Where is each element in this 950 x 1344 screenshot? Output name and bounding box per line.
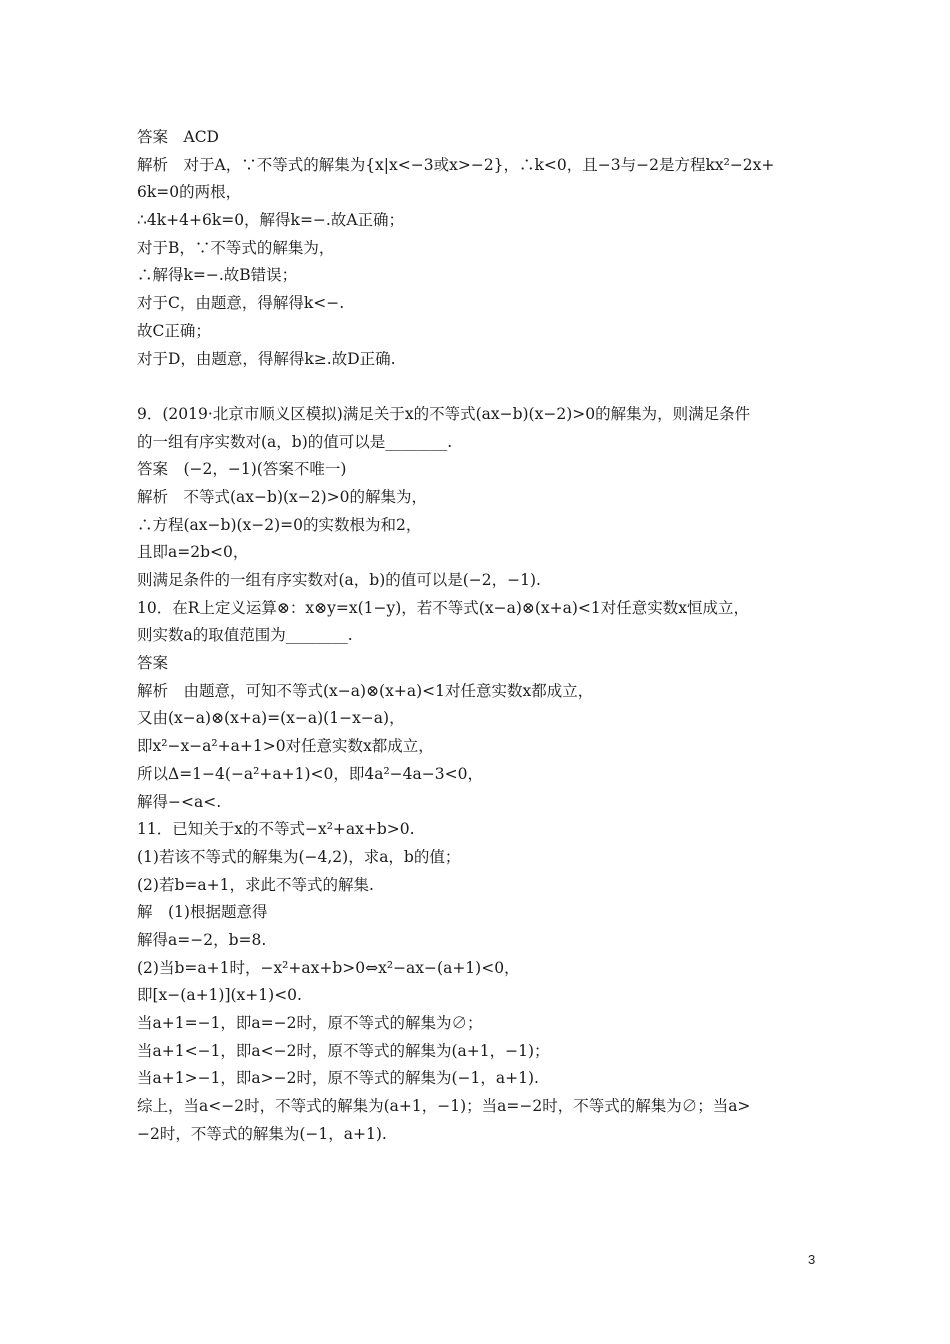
text-line: (2)若b=a+1，求此不等式的解集. bbox=[137, 875, 374, 894]
text-line: 对于C，由题意，得解得k<−. bbox=[137, 294, 345, 313]
text-line: 答案 bbox=[137, 654, 169, 673]
text-line: 故C正确； bbox=[137, 321, 211, 340]
text-line: (2)当b=a+1时，−x²+ax+b>0⇔x²−ax−(a+1)<0， bbox=[137, 958, 520, 977]
text-line: 解析 不等式(ax−b)(x−2)>0的解集为， bbox=[137, 487, 428, 506]
question-11: 11．已知关于x的不等式−x²+ax+b>0. bbox=[137, 820, 415, 839]
page-number: 3 bbox=[808, 1252, 816, 1267]
text-line: 6k=0的两根， bbox=[137, 183, 242, 202]
text-line: 解析 对于A，∵不等式的解集为{x|x<−3或x>−2}，∴k<0，且−3与−2是方程kx²−2x+ bbox=[137, 155, 775, 174]
text-line: 当a+1<−1，即a<−2时，原不等式的解集为(a+1，−1)； bbox=[137, 1041, 550, 1060]
text-line: 且即a=2b<0， bbox=[137, 543, 249, 562]
text-line: 对于B，∵不等式的解集为， bbox=[137, 238, 335, 257]
text-line: 当a+1>−1，即a>−2时，原不等式的解集为(−1，a+1). bbox=[137, 1069, 539, 1088]
text-line: (1)若该不等式的解集为(−4,2)，求a，b的值； bbox=[137, 847, 461, 866]
text-line: 解析 由题意，可知不等式(x−a)⊗(x+a)<1对任意实数x都成立， bbox=[137, 681, 594, 700]
text-line: −2时，不等式的解集为(−1，a+1). bbox=[137, 1124, 387, 1143]
text-line: 综上，当a<−2时，不等式的解集为(a+1，−1)；当a=−2时，不等式的解集为∅；当a> bbox=[137, 1097, 751, 1116]
text-line: 解 (1)根据题意得 bbox=[137, 903, 268, 922]
text-line: ∴解得k=−.故B错误； bbox=[137, 266, 298, 285]
text-line: 的一组有序实数对(a，b)的值可以是________. bbox=[137, 432, 453, 451]
text-line: 对于D，由题意，得解得k≥.故D正确. bbox=[137, 349, 396, 368]
text-line: 即x²−x−a²+a+1>0对任意实数x都成立， bbox=[137, 737, 434, 756]
text-line: 所以Δ=1−4(−a²+a+1)<0，即4a²−4a−3<0， bbox=[137, 764, 483, 783]
text-line: 即[x−(a+1)](x+1)<0. bbox=[137, 986, 302, 1005]
text-line: ∴4k+4+6k=0，解得k=−.故A正确； bbox=[137, 211, 405, 230]
question-9: 9．(2019·北京市顺义区模拟)满足关于x的不等式(ax−b)(x−2)>0的解集为，则满足条件 bbox=[137, 404, 751, 423]
text-line: 则实数a的取值范围为________. bbox=[137, 626, 353, 645]
text-line: ∴方程(ax−b)(x−2)=0的实数根为和2， bbox=[137, 515, 422, 534]
text-line: 解得−<a<. bbox=[137, 792, 222, 811]
text-line: 当a+1=−1，即a=−2时，原不等式的解集为∅； bbox=[137, 1014, 483, 1032]
page-body bbox=[137, 124, 817, 1148]
text-line: 解得a=−2，b=8. bbox=[137, 930, 267, 949]
text-line: 则满足条件的一组有序实数对(a，b)的值可以是(−2，−1). bbox=[137, 571, 541, 589]
blank-line bbox=[137, 373, 817, 401]
question-10: 10．在R上定义运算⊗：x⊗y=x(1−y)，若不等式(x−a)⊗(x+a)<1对任意实数x恒成立， bbox=[137, 598, 750, 617]
text-line: 答案 ACD bbox=[137, 128, 219, 146]
text-line: 答案 (−2，−1)(答案不唯一) bbox=[137, 460, 347, 479]
text-line: 又由(x−a)⊗(x+a)=(x−a)(1−x−a)， bbox=[137, 709, 405, 728]
